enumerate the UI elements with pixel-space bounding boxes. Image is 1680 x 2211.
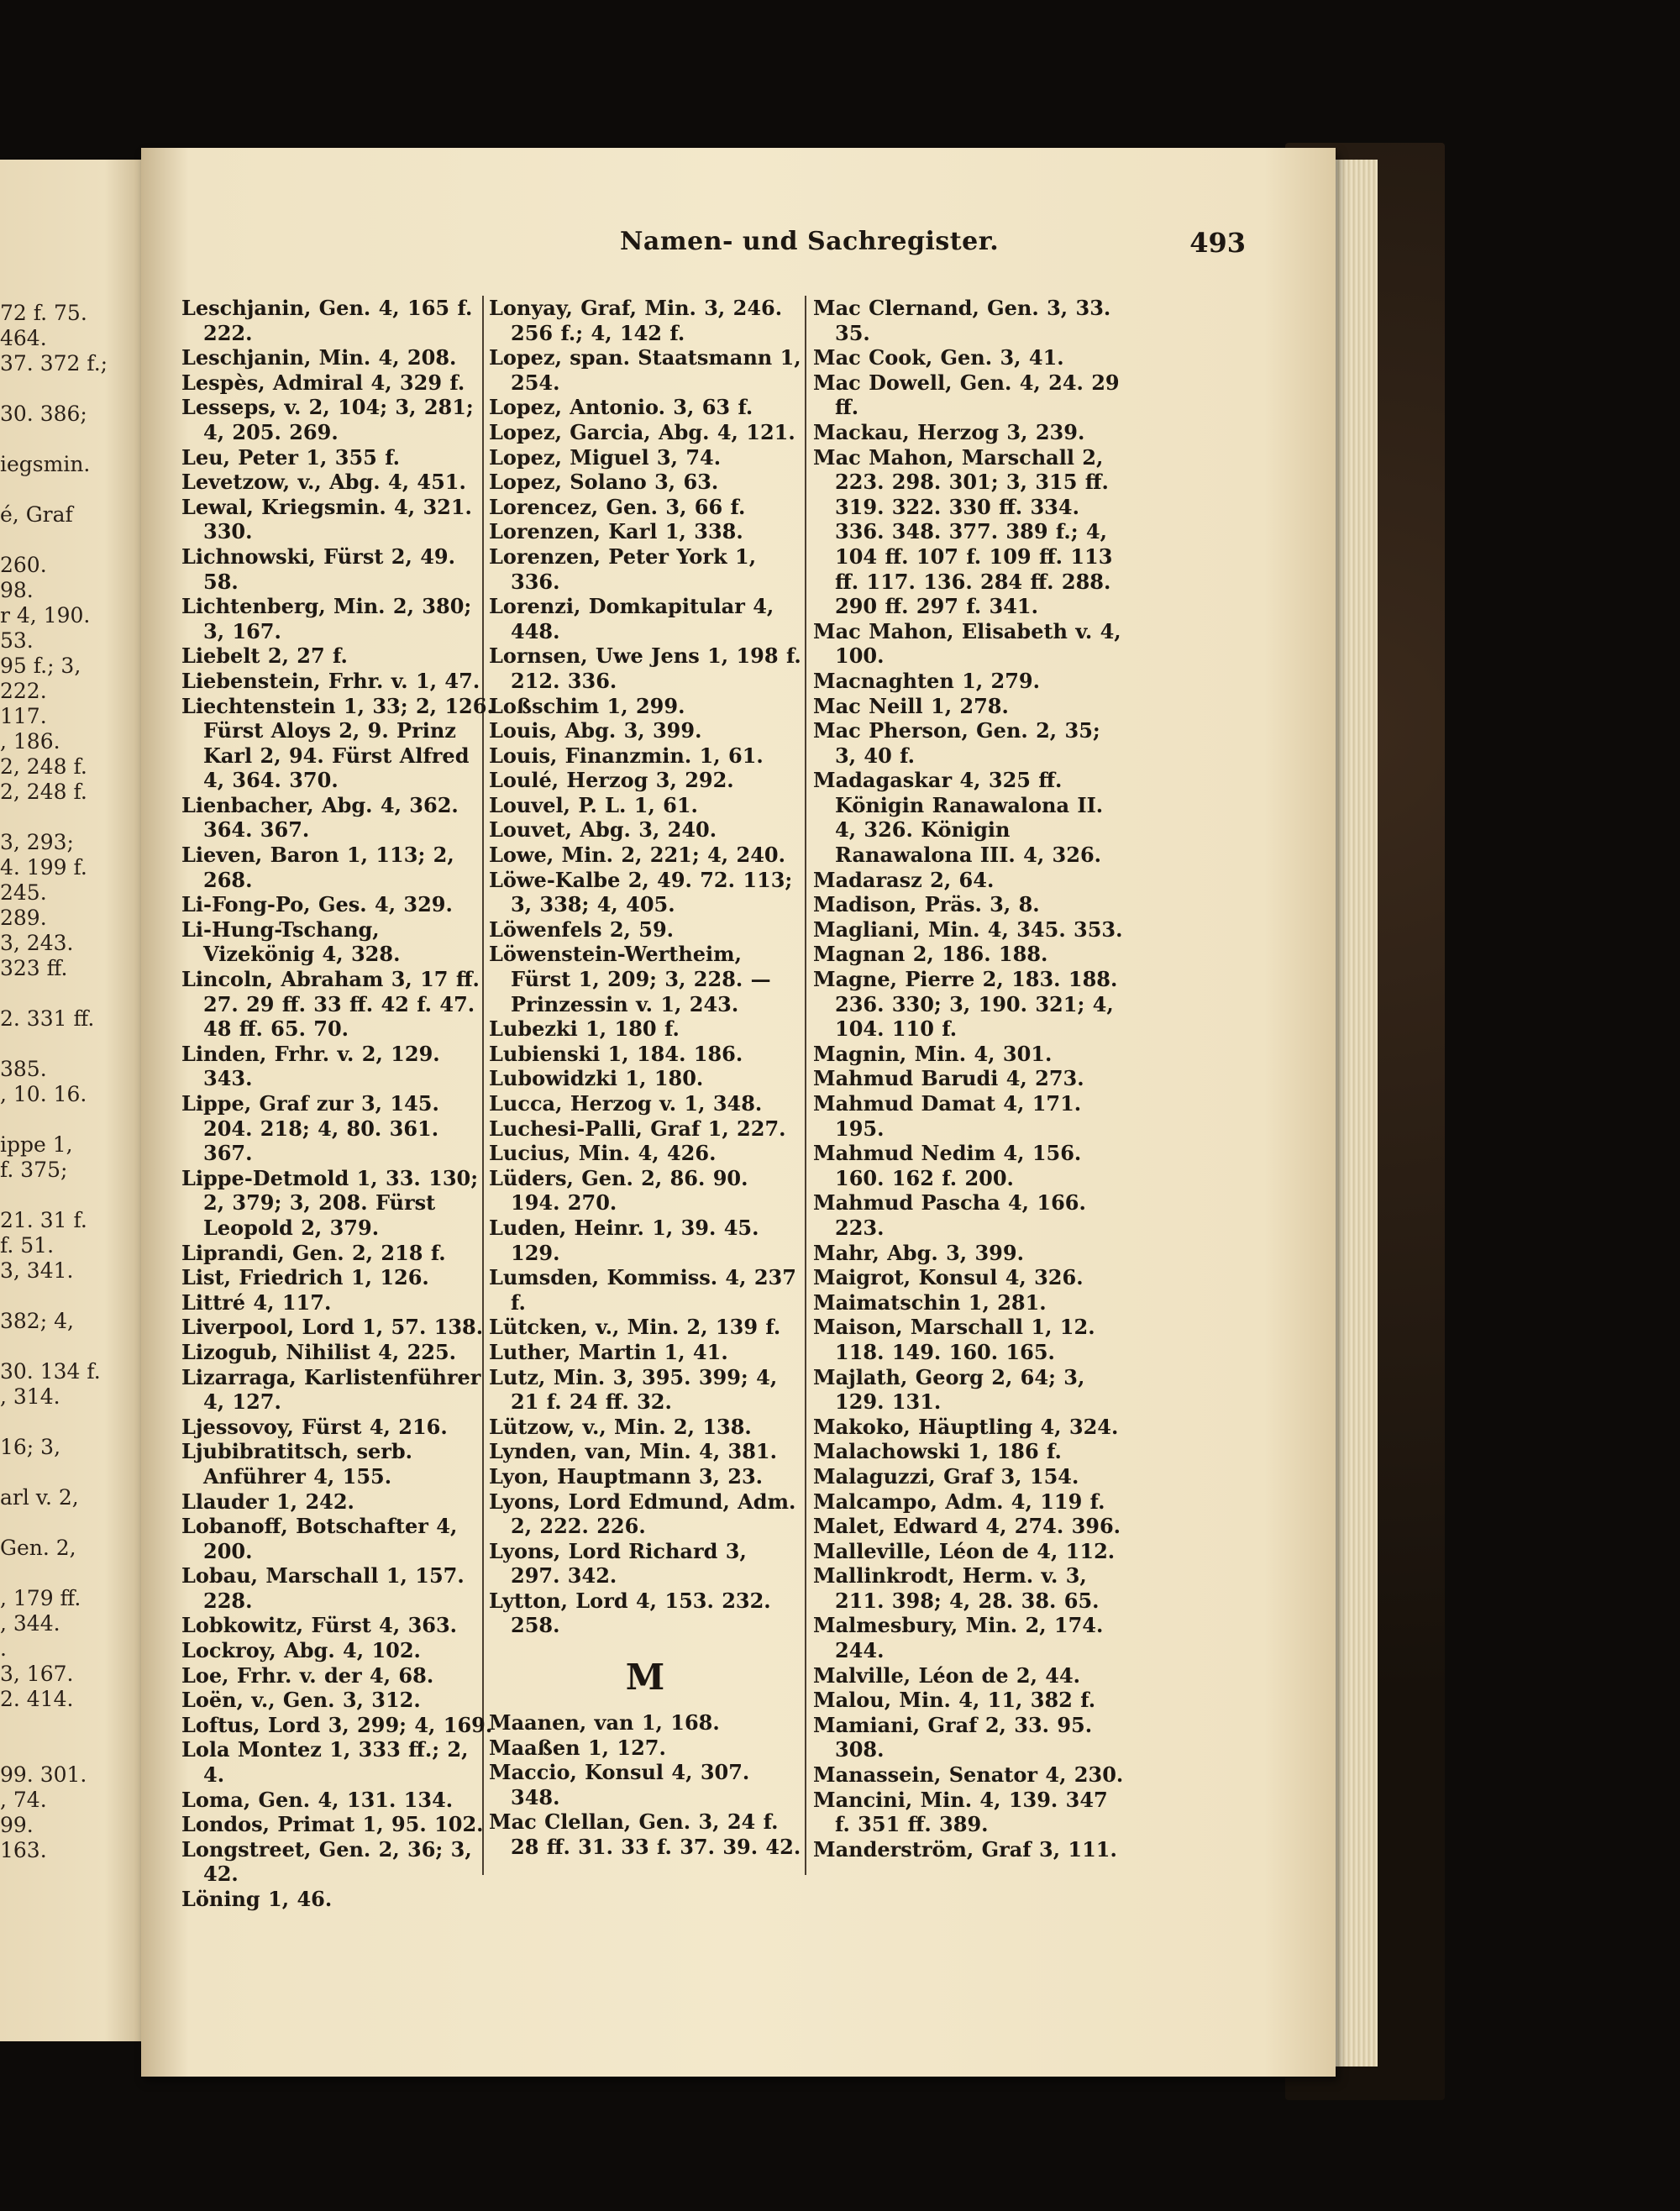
left-page-line: f. 375; <box>0 1158 68 1182</box>
index-entry: Maison, Marschall 1, 12. 118. 149. 160. 165. <box>813 1315 1095 1364</box>
index-entry: Lorenzen, Karl 1, 338. <box>489 519 743 544</box>
index-entry: Maanen, van 1, 168. <box>489 1710 720 1736</box>
left-page-line: 72 f. 75. <box>0 301 87 325</box>
index-entry: Liprandi, Gen. 2, 218 f. <box>181 1240 446 1265</box>
index-entry: Lyons, Lord Richard 3, 297. 342. <box>489 1538 747 1589</box>
index-entry: Lumsden, Kommiss. 4, 237 f. <box>489 1265 796 1315</box>
index-entry: Lichnowski, Fürst 2, 49. 58. <box>181 544 455 594</box>
index-entry: Lola Montez 1, 333 ff.; 2, 4. <box>181 1737 469 1788</box>
index-entry: Mamiani, Graf 2, 33. 95. 308. <box>813 1712 1093 1762</box>
index-entry: Louvet, Abg. 3, 240. <box>489 817 717 843</box>
index-entry: Liebelt 2, 27 f. <box>181 643 348 669</box>
index-entry: Majlath, Georg 2, 64; 3, 129. 131. <box>813 1364 1085 1415</box>
left-page-line: . <box>0 1636 7 1661</box>
left-page-line: iegsmin. <box>0 452 91 476</box>
index-entry: Maimatschin 1, 281. <box>813 1289 1047 1315</box>
left-page-line: ippe 1, <box>0 1132 73 1157</box>
index-entry: Ljubibratitsch, serb. Anführer 4, 155. <box>181 1439 413 1489</box>
left-page-line: 3, 341. <box>0 1258 74 1283</box>
index-entry: Loftus, Lord 3, 299; 4, 169. <box>181 1712 493 1737</box>
page-header <box>309 227 1246 264</box>
left-page-line: , 186. <box>0 729 60 754</box>
index-entry: Louvel, P. L. 1, 61. <box>489 792 698 817</box>
index-entry: Lockroy, Abg. 4, 102. <box>181 1638 421 1663</box>
index-entry: Lyons, Lord Edmund, Adm. 2, 222. 226. <box>489 1489 796 1539</box>
left-page-line: 464. <box>0 326 47 350</box>
index-entry: Loßschim 1, 299. <box>489 693 685 718</box>
left-page-fragment <box>0 160 150 2041</box>
left-page-line: 2, 248 f. <box>0 754 87 779</box>
index-entry: Leschjanin, Gen. 4, 165 f. 222. <box>181 296 473 345</box>
left-page-line: , 179 ff. <box>0 1586 81 1610</box>
index-entry: Louis, Abg. 3, 399. <box>489 718 702 743</box>
left-page-line: 222. <box>0 679 47 703</box>
index-entry: Littré 4, 117. <box>181 1289 332 1315</box>
left-page-line: 21. 31 f. <box>0 1208 87 1232</box>
left-page-line: 99. <box>0 1813 34 1837</box>
left-page-line: 2. 331 ff. <box>0 1006 95 1031</box>
index-entry: Mahr, Abg. 3, 399. <box>813 1240 1024 1265</box>
index-entry: Leschjanin, Min. 4, 208. <box>181 345 457 370</box>
left-page-line: arl v. 2, <box>0 1485 79 1510</box>
index-entry: Lizogub, Nihilist 4, 225. <box>181 1339 457 1364</box>
index-entry: Manderström, Graf 3, 111. <box>813 1836 1117 1862</box>
index-entry: Madarasz 2, 64. <box>813 867 995 892</box>
index-entry: Mac Mahon, Elisabeth v. 4, 100. <box>813 618 1121 669</box>
left-page-line: 163. <box>0 1838 47 1862</box>
index-entry: Lornsen, Uwe Jens 1, 198 f. 212. 336. <box>489 643 801 693</box>
index-column-3 <box>813 296 1126 1862</box>
index-entry: Lewal, Kriegsmin. 4, 321. 330. <box>181 494 472 544</box>
index-entry: Mac Dowell, Gen. 4, 24. 29 ff. <box>813 370 1120 420</box>
index-entry: Lubowidzki 1, 180. <box>489 1066 704 1091</box>
index-entry: Lopez, Antonio. 3, 63 f. <box>489 395 753 420</box>
left-page-line: 260. <box>0 553 47 577</box>
left-page-line: 98. <box>0 578 34 602</box>
left-page-line: 382; 4, <box>0 1309 74 1333</box>
left-page-line: 2, 248 f. <box>0 780 87 804</box>
left-page-line: 37. 372 f.; <box>0 351 108 376</box>
index-page <box>141 148 1336 2077</box>
index-entry: Luther, Martin 1, 41. <box>489 1339 728 1364</box>
index-entry: Maaßen 1, 127. <box>489 1735 666 1760</box>
left-page-line: 30. 386; <box>0 402 87 426</box>
index-entry: Mahmud Pascha 4, 166. 223. <box>813 1190 1086 1240</box>
index-entry: Levetzow, v., Abg. 4, 451. <box>181 470 466 495</box>
left-page-line: 245. <box>0 880 47 905</box>
running-head: Namen- und Sachregister. <box>620 227 1000 256</box>
index-entry: Lütcken, v., Min. 2, 139 f. <box>489 1315 781 1340</box>
index-entry: Lowe, Min. 2, 221; 4, 240. <box>489 843 785 868</box>
left-page-line: 117. <box>0 704 47 728</box>
index-entry: Lonyay, Graf, Min. 3, 246. 256 f.; 4, 142 f. <box>489 296 783 345</box>
index-entry: Mac Mahon, Marschall 2, 223. 298. 301; 3, 315 ff. 319. 322. 330 ff. 334. 336. 348. 377. 389 f.; 4, 104 ff. 107 f. 109 ff. 113 ff. 117. 136. 284 ff. 288. 290 ff. 297 f. 341. <box>813 444 1113 619</box>
index-entry: Lucca, Herzog v. 1, 348. <box>489 1091 763 1116</box>
index-entry: Lopez, span. Staatsmann 1, 254. <box>489 345 801 395</box>
index-entry: Magne, Pierre 2, 183. 188. 236. 330; 3, 190. 321; 4, 104. 110 f. <box>813 967 1118 1042</box>
index-entry: Lorenzen, Peter York 1, 336. <box>489 544 757 594</box>
left-page-line: 16; 3, <box>0 1435 61 1459</box>
index-entry: Lizarraga, Karlistenführer 4, 127. <box>181 1364 481 1415</box>
index-entry: Liechtenstein 1, 33; 2, 126. Fürst Aloys 2, 9. Prinz Karl 2, 94. Fürst Alfred 4, 364. 370. <box>181 693 494 793</box>
index-entry: Lincoln, Abraham 3, 17 ff. 27. 29 ff. 33 ff. 42 f. 47. 48 ff. 65. 70. <box>181 967 480 1042</box>
index-entry: Lichtenberg, Min. 2, 380; 3, 167. <box>181 594 472 643</box>
index-entry: Llauder 1, 242. <box>181 1489 354 1514</box>
index-entry: Liebenstein, Frhr. v. 1, 47. <box>181 668 480 693</box>
index-entry: Mac Cook, Gen. 3, 41. <box>813 345 1064 370</box>
index-entry: Lorencez, Gen. 3, 66 f. <box>489 494 746 519</box>
left-page-line: f. 51. <box>0 1233 55 1258</box>
left-page-line: 3, 167. <box>0 1662 74 1686</box>
index-entry: Mahmud Nedim 4, 156. 160. 162 f. 200. <box>813 1141 1082 1190</box>
left-page-line: 30. 134 f. <box>0 1359 101 1384</box>
index-entry: Madison, Präs. 3, 8. <box>813 892 1040 917</box>
left-page-line: Gen. 2, <box>0 1536 76 1560</box>
index-entry: Löwe-Kalbe 2, 49. 72. 113; 3, 338; 4, 405. <box>489 867 793 917</box>
index-entry: Magnin, Min. 4, 301. <box>813 1041 1053 1066</box>
index-entry: Lubezki 1, 180 f. <box>489 1016 680 1042</box>
left-page-line: r 4, 190. <box>0 603 91 628</box>
left-page-line: , 10. 16. <box>0 1082 87 1106</box>
index-entry: Mac Clellan, Gen. 3, 24 f. 28 ff. 31. 33 f. 37. 39. 42. <box>489 1809 801 1860</box>
index-entry: Malmesbury, Min. 2, 174. 244. <box>813 1613 1104 1663</box>
column-rule <box>805 296 806 1875</box>
index-entry: Malville, Léon de 2, 44. <box>813 1662 1081 1688</box>
left-page-line: 385. <box>0 1057 47 1081</box>
index-entry: List, Friedrich 1, 126. <box>181 1265 429 1290</box>
index-entry: Malleville, Léon de 4, 112. <box>813 1538 1116 1563</box>
index-entry: Lubienski 1, 184. 186. <box>489 1041 743 1066</box>
index-entry: Malet, Edward 4, 274. 396. <box>813 1514 1121 1539</box>
index-entry: Lopez, Miguel 3, 74. <box>489 444 722 470</box>
index-entry: Mac Pherson, Gen. 2, 35; 3, 40 f. <box>813 718 1100 768</box>
index-entry: Li-Fong-Po, Ges. 4, 329. <box>181 892 453 917</box>
left-page-line: 289. <box>0 906 47 930</box>
index-entry: Londos, Primat 1, 95. 102. <box>181 1812 484 1837</box>
index-entry: Makoko, Häuptling 4, 324. <box>813 1414 1119 1439</box>
index-entry: Lytton, Lord 4, 153. 232. 258. <box>489 1588 771 1638</box>
index-entry: Lynden, van, Min. 4, 381. <box>489 1439 777 1464</box>
index-entry: Lyon, Hauptmann 3, 23. <box>489 1463 764 1489</box>
index-column-2 <box>489 296 801 1860</box>
index-entry: Loulé, Herzog 3, 292. <box>489 768 734 793</box>
index-entry: Lopez, Solano 3, 63. <box>489 470 719 495</box>
index-entry: Lobau, Marschall 1, 157. 228. <box>181 1563 465 1613</box>
index-entry: Liverpool, Lord 1, 57. 138. <box>181 1315 484 1340</box>
index-entry: Mackau, Herzog 3, 239. <box>813 419 1085 444</box>
left-page-line: 3, 243. <box>0 931 74 955</box>
index-entry: Lienbacher, Abg. 4, 362. 364. 367. <box>181 792 459 843</box>
index-entry: Lutz, Min. 3, 395. 399; 4, 21 f. 24 ff. 32. <box>489 1364 778 1415</box>
index-entry: Mahmud Barudi 4, 273. <box>813 1066 1084 1091</box>
index-entry: Loën, v., Gen. 3, 312. <box>181 1688 421 1713</box>
index-entry: Löning 1, 46. <box>181 1887 333 1911</box>
index-entry: Mac Clernand, Gen. 3, 33. 35. <box>813 296 1111 345</box>
index-entry: Lobkowitz, Fürst 4, 363. <box>181 1613 458 1638</box>
index-entry: Louis, Finanzmin. 1, 61. <box>489 743 764 768</box>
left-page-line: 323 ff. <box>0 956 68 980</box>
index-entry: Mancini, Min. 4, 139. 347 f. 351 ff. 389. <box>813 1787 1108 1837</box>
index-entry: Lesseps, v. 2, 104; 3, 281; 4, 205. 269. <box>181 395 474 444</box>
index-entry: Magliani, Min. 4, 345. 353. <box>813 916 1123 942</box>
index-entry: Maccio, Konsul 4, 307. 348. <box>489 1760 750 1809</box>
index-entry: Malachowski 1, 186 f. <box>813 1439 1062 1464</box>
index-entry: Mahmud Damat 4, 171. 195. <box>813 1091 1082 1141</box>
index-entry: Mac Neill 1, 278. <box>813 693 1009 718</box>
page-number: 493 <box>1189 227 1246 259</box>
index-entry: Loma, Gen. 4, 131. 134. <box>181 1787 454 1812</box>
index-entry: Lucius, Min. 4, 426. <box>489 1141 717 1166</box>
left-page-line: 53. <box>0 628 34 653</box>
left-page-line: , 314. <box>0 1384 60 1409</box>
index-entry: Luchesi-Palli, Graf 1, 227. <box>489 1116 786 1141</box>
index-entry: Ljessovoy, Fürst 4, 216. <box>181 1414 448 1439</box>
index-entry: Lespès, Admiral 4, 329 f. <box>181 370 465 395</box>
index-entry: Magnan 2, 186. 188. <box>813 942 1048 967</box>
left-page-line: é, Graf <box>0 502 73 527</box>
left-page-line: 99. 301. <box>0 1762 87 1787</box>
index-entry: Löwenstein-Wertheim, Fürst 1, 209; 3, 228. — Prinzessin v. 1, 243. <box>489 942 771 1016</box>
index-entry: Malcampo, Adm. 4, 119 f. <box>813 1489 1105 1514</box>
left-page-line: 4. 199 f. <box>0 855 87 880</box>
index-entry: Lieven, Baron 1, 113; 2, 268. <box>181 843 454 892</box>
index-entry: Longstreet, Gen. 2, 36; 3, 42. <box>181 1836 472 1887</box>
index-entry: Lützow, v., Min. 2, 138. <box>489 1414 752 1439</box>
index-entry: Malaguzzi, Graf 3, 154. <box>813 1463 1079 1489</box>
index-entry: Leu, Peter 1, 355 f. <box>181 444 401 470</box>
index-entry: Lobanoff, Botschafter 4, 200. <box>181 1514 458 1563</box>
index-entry: Macnaghten 1, 279. <box>813 668 1040 693</box>
index-entry: Lippe, Graf zur 3, 145. 204. 218; 4, 80. 361. 367. <box>181 1091 439 1166</box>
index-entry: Manassein, Senator 4, 230. <box>813 1762 1124 1788</box>
index-entry: Mallinkrodt, Herm. v. 3, 211. 398; 4, 28. 38. 65. <box>813 1563 1100 1613</box>
index-column-1 <box>181 296 494 1912</box>
left-page-line: , 344. <box>0 1611 60 1636</box>
index-entry: Li-Hung-Tschang, Vizekönig 4, 328. <box>181 916 401 967</box>
index-entry: Loe, Frhr. v. der 4, 68. <box>181 1662 434 1688</box>
index-entry: Maigrot, Konsul 4, 326. <box>813 1265 1084 1290</box>
index-entry: Löwenfels 2, 59. <box>489 916 675 942</box>
index-entry: Lorenzi, Domkapitular 4, 448. <box>489 594 774 643</box>
left-page-line: 3, 293; <box>0 830 74 854</box>
index-entry: Lüders, Gen. 2, 86. 90. 194. 270. <box>489 1165 748 1216</box>
left-page-line: 2. 414. <box>0 1687 74 1711</box>
index-entry: Luden, Heinr. 1, 39. 45. 129. <box>489 1215 759 1265</box>
index-entry: Lopez, Garcia, Abg. 4, 121. <box>489 419 795 444</box>
index-entry: Linden, Frhr. v. 2, 129. 343. <box>181 1041 440 1091</box>
section-letter-heading: M <box>625 1657 665 1699</box>
left-page-line: 95 f.; 3, <box>0 654 81 678</box>
index-entry: Malou, Min. 4, 11, 382 f. <box>813 1688 1096 1713</box>
left-page-line: , 74. <box>0 1788 47 1812</box>
index-entry: Lippe-Detmold 1, 33. 130; 2, 379; 3, 208. Fürst Leopold 2, 379. <box>181 1165 479 1240</box>
index-entry: Madagaskar 4, 325 ff. Königin Ranawalona II. 4, 326. Königin Ranawalona III. 4, 326. <box>813 768 1104 868</box>
